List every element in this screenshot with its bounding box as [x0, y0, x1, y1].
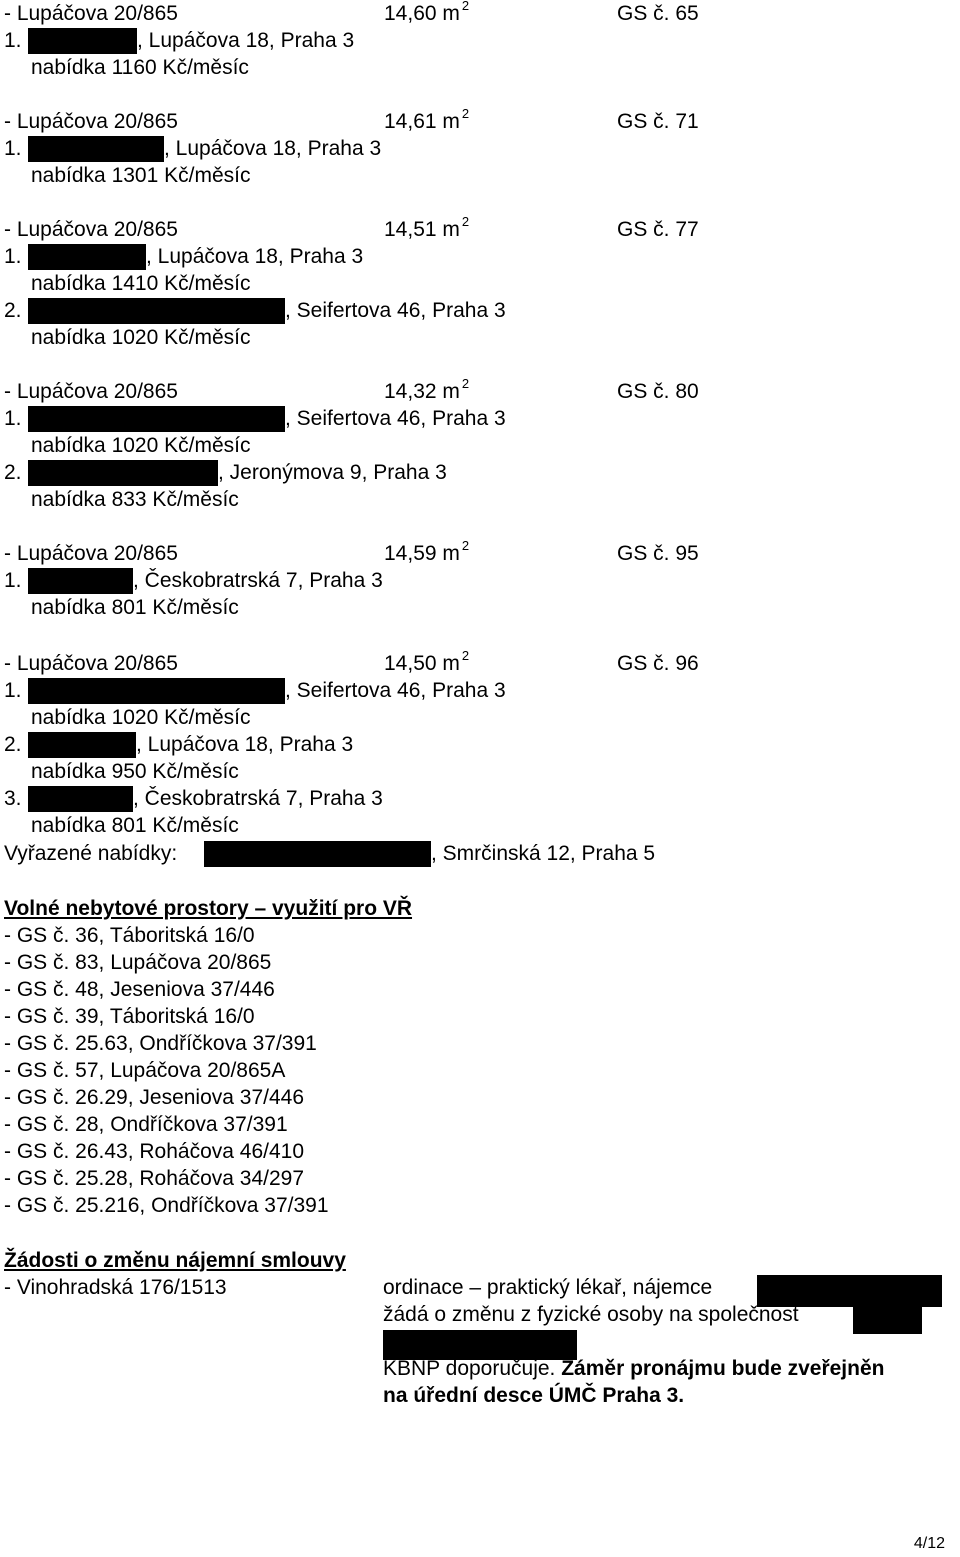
listing-address: - Lupáčova 20/865	[4, 218, 178, 241]
listing-area: 14,61 m $^2$	[384, 106, 470, 133]
offer-price: nabídka 950 Kč/měsíc	[31, 760, 239, 783]
offer-address: , Seifertova 46, Praha 3	[285, 299, 506, 322]
offer-price: nabídka 801 Kč/měsíc	[31, 814, 239, 837]
listing-area: 14,60 m $^2$	[384, 0, 470, 25]
redaction	[204, 841, 431, 867]
offer-address: , Seifertova 46, Praha 3	[285, 407, 506, 430]
redaction	[28, 28, 137, 54]
listing-gs: GS č. 65	[617, 2, 699, 25]
listing-address: - Lupáčova 20/865	[4, 380, 178, 403]
offer-number: 1.	[4, 679, 22, 702]
offer-address: , Seifertova 46, Praha 3	[285, 679, 506, 702]
offer-price: nabídka 1160 Kč/měsíc	[31, 56, 249, 79]
free-space-item: - GS č. 48, Jeseniova 37/446	[4, 978, 275, 1001]
listing-address: - Lupáčova 20/865	[4, 2, 178, 25]
listing-area: 14,50 m $^2$	[384, 648, 470, 675]
offer-price: nabídka 1020 Kč/měsíc	[31, 434, 251, 457]
offer-address: , Lupáčova 18, Praha 3	[164, 137, 382, 160]
redaction	[28, 732, 136, 758]
free-space-item: - GS č. 39, Táboritská 16/0	[4, 1005, 255, 1028]
free-space-item: - GS č. 36, Táboritská 16/0	[4, 924, 255, 947]
change-request-notice: na úřední desce ÚMČ Praha 3.	[383, 1384, 685, 1407]
free-space-item: - GS č. 26.43, Roháčova 46/410	[4, 1140, 305, 1163]
rejected-address: , Smrčinská 12, Praha 5	[431, 842, 656, 865]
offer-number: 1.	[4, 569, 22, 592]
offer-price: nabídka 1020 Kč/měsíc	[31, 326, 251, 349]
free-space-item: - GS č. 57, Lupáčova 20/865A	[4, 1059, 286, 1082]
redaction	[28, 568, 133, 594]
offer-price: nabídka 1410 Kč/měsíc	[31, 272, 251, 295]
redaction	[853, 1307, 922, 1334]
offer-number: 1.	[4, 245, 22, 268]
page-number: 4/12	[913, 1535, 945, 1552]
offer-number: 2.	[4, 299, 22, 322]
redaction	[28, 298, 285, 324]
redaction	[28, 244, 146, 270]
free-space-item: - GS č. 25.63, Ondříčkova 37/391	[4, 1032, 317, 1055]
listing-gs: GS č. 71	[617, 110, 699, 133]
offer-price: nabídka 833 Kč/měsíc	[31, 488, 239, 511]
offer-address: , Lupáčova 18, Praha 3	[146, 245, 364, 268]
offer-number: 2.	[4, 733, 22, 756]
offer-address: , Lupáčova 18, Praha 3	[137, 29, 355, 52]
change-request-line1: ordinace – praktický lékař, nájemce	[383, 1276, 713, 1299]
free-space-item: - GS č. 25.28, Roháčova 34/297	[4, 1167, 305, 1190]
listing-area: 14,59 m $^2$	[384, 538, 470, 565]
change-requests-heading: Žádosti o změnu nájemní smlouvy	[4, 1249, 346, 1272]
redaction	[28, 786, 133, 812]
offer-number: 2.	[4, 461, 22, 484]
redaction	[28, 136, 164, 162]
change-request-recommendation: KBNP doporučuje. Záměr pronájmu bude zveřejněn	[383, 1357, 885, 1380]
listing-gs: GS č. 96	[617, 652, 699, 675]
listing-gs: GS č. 80	[617, 380, 699, 403]
offer-number: 3.	[4, 787, 22, 810]
offer-number: 1.	[4, 137, 22, 160]
offer-number: 1.	[4, 29, 22, 52]
listing-gs: GS č. 77	[617, 218, 699, 241]
offer-price: nabídka 1301 Kč/měsíc	[31, 164, 251, 187]
free-spaces-heading: Volné nebytové prostory – využití pro VŘ	[4, 897, 413, 920]
free-space-item: - GS č. 26.29, Jeseniova 37/446	[4, 1086, 305, 1109]
offer-price: nabídka 1020 Kč/měsíc	[31, 706, 251, 729]
listing-gs: GS č. 95	[617, 542, 699, 565]
offer-address: , Lupáčova 18, Praha 3	[136, 733, 354, 756]
offer-number: 1.	[4, 407, 22, 430]
free-space-item: - GS č. 83, Lupáčova 20/865	[4, 951, 272, 974]
redaction	[28, 678, 285, 704]
listing-address: - Lupáčova 20/865	[4, 652, 178, 675]
offer-price: nabídka 801 Kč/měsíc	[31, 596, 239, 619]
free-space-item: - GS č. 28, Ondříčkova 37/391	[4, 1113, 288, 1136]
redaction	[28, 460, 218, 486]
change-request-line2: žádá o změnu z fyzické osoby na společnost	[383, 1303, 799, 1326]
listing-area: 14,51 m $^2$	[384, 214, 470, 241]
listing-area: 14,32 m $^2$	[384, 376, 470, 403]
offer-address: , Jeronýmova 9, Praha 3	[218, 461, 447, 484]
listing-address: - Lupáčova 20/865	[4, 110, 178, 133]
rejected-label: Vyřazené nabídky:	[4, 842, 178, 865]
listing-address: - Lupáčova 20/865	[4, 542, 178, 565]
change-request-address: - Vinohradská 176/1513	[4, 1276, 227, 1299]
offer-address: , Českobratrská 7, Praha 3	[133, 787, 383, 810]
redaction	[28, 406, 285, 432]
free-space-item: - GS č. 25.216, Ondříčkova 37/391	[4, 1194, 329, 1217]
offer-address: , Českobratrská 7, Praha 3	[133, 569, 383, 592]
